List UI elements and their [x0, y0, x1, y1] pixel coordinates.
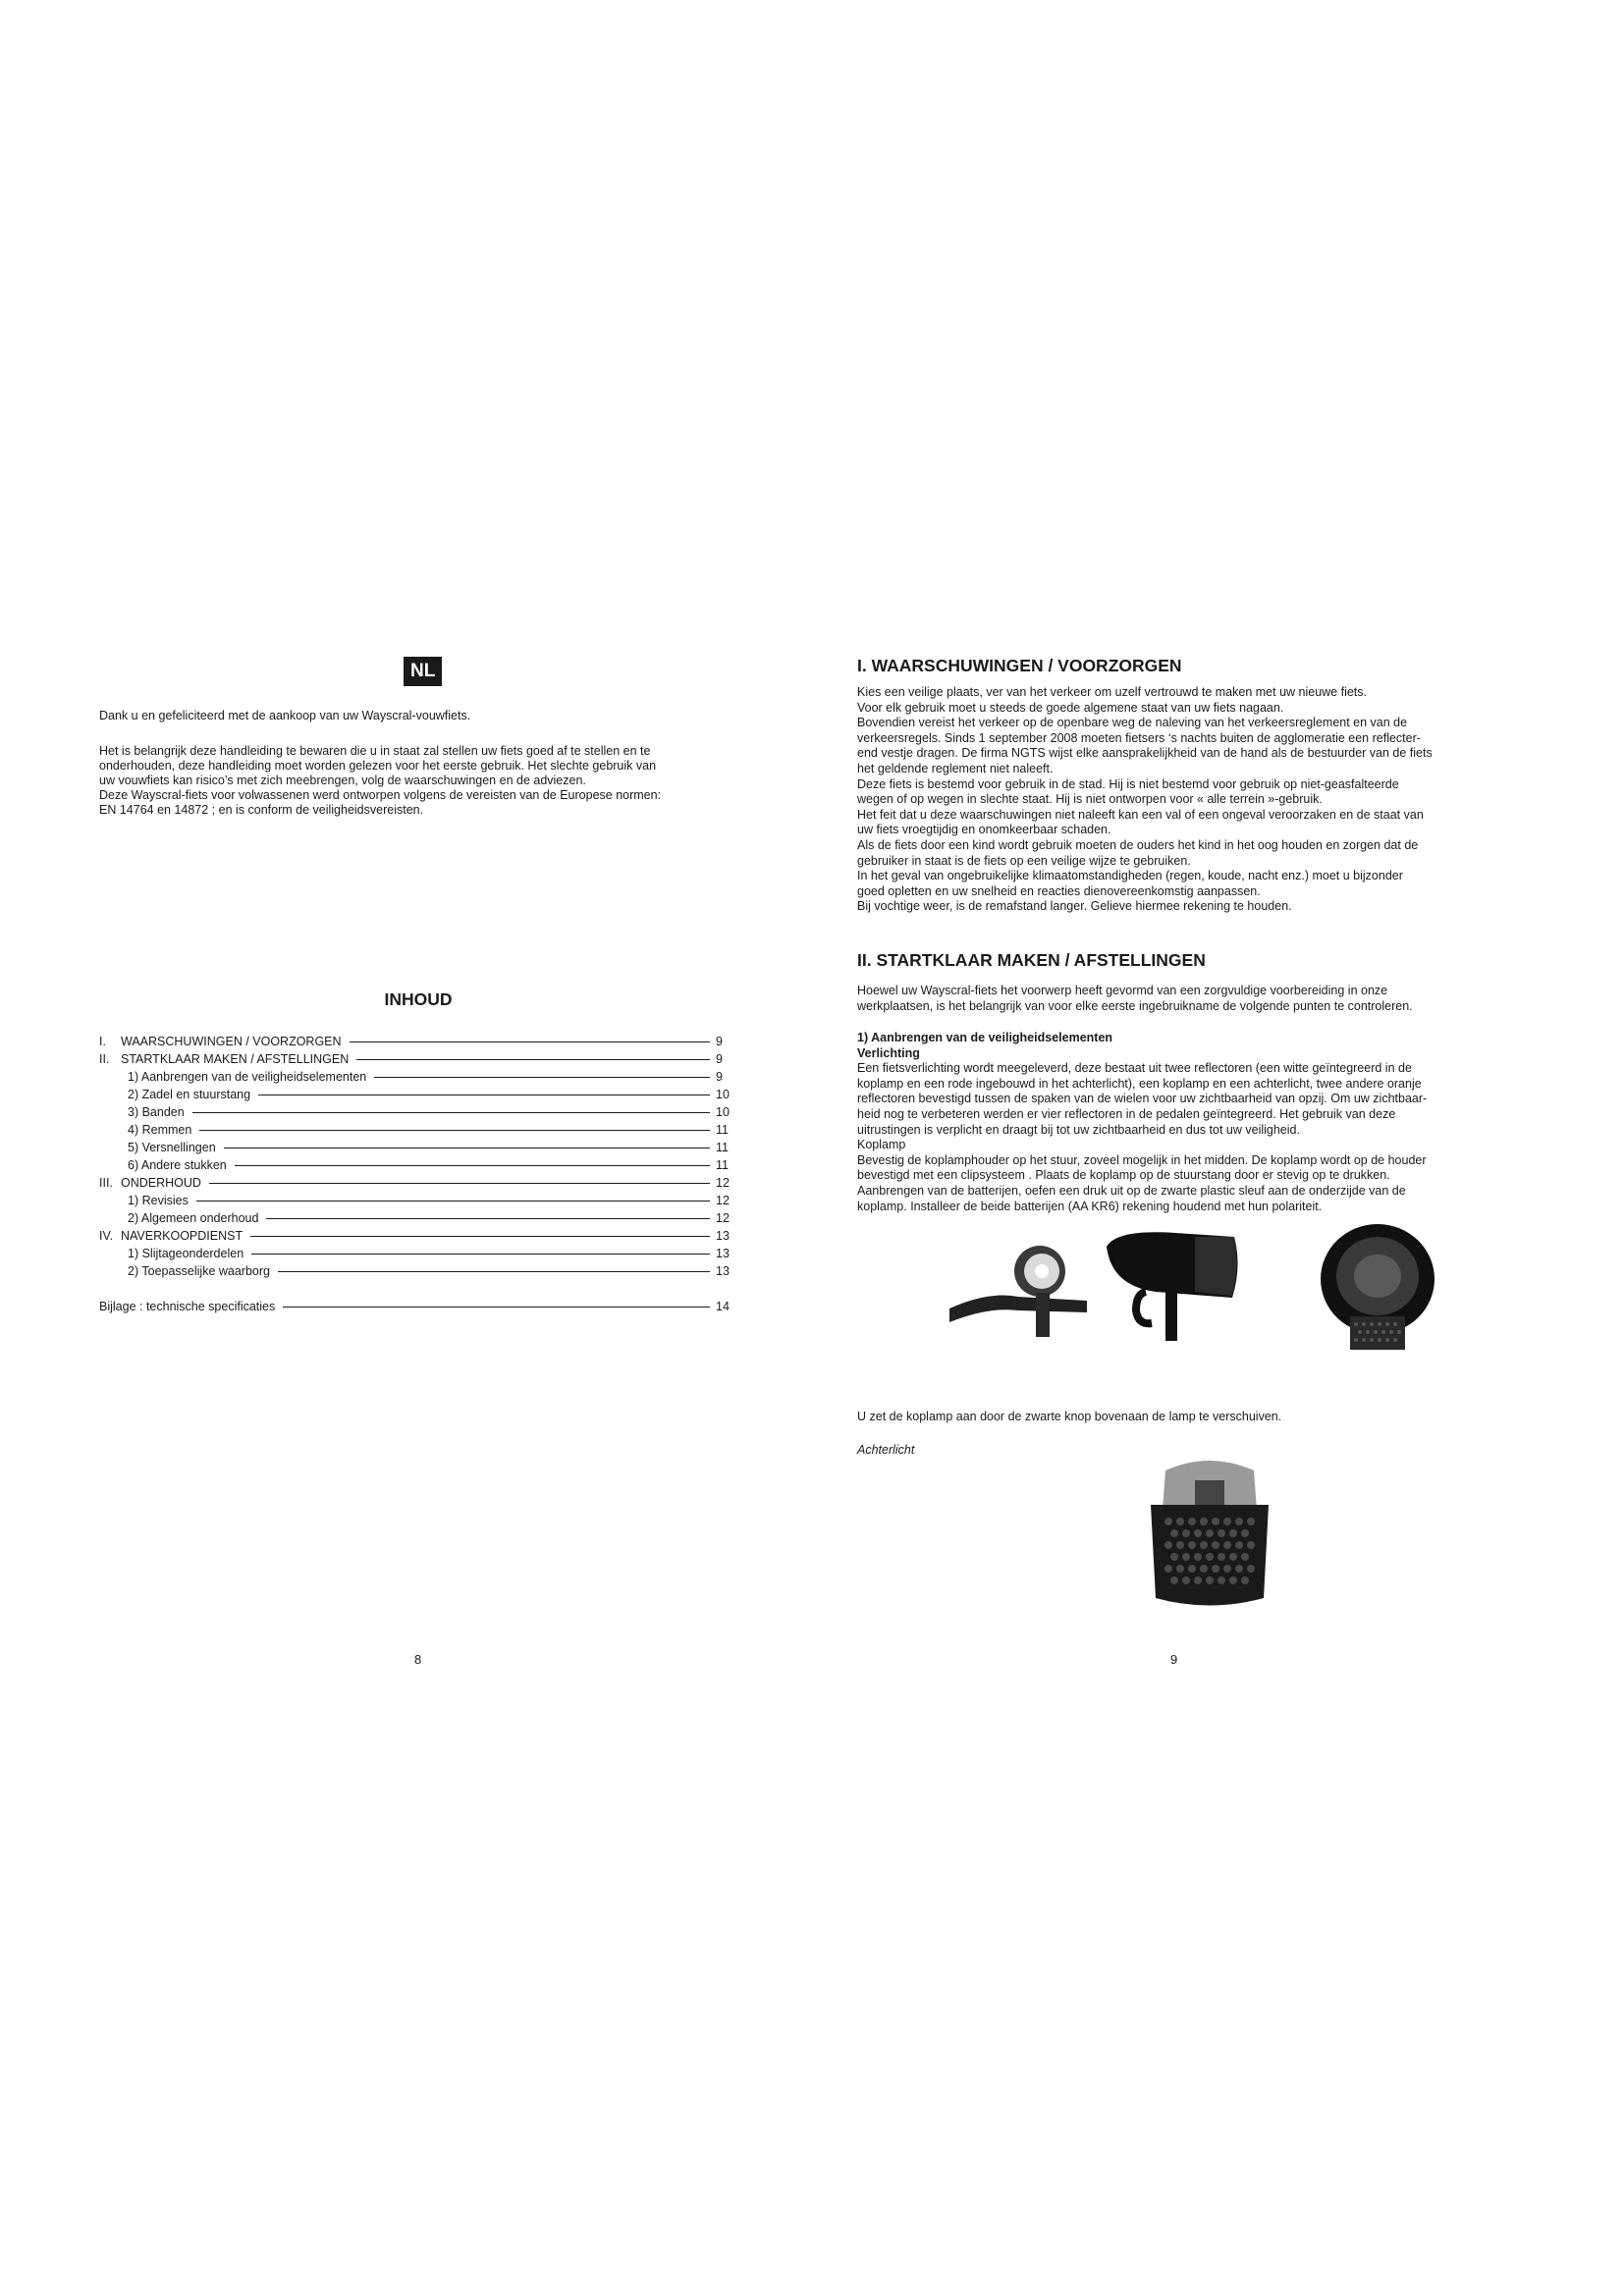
body-line: Bij vochtige weer, is de remafstand langer. Gelieve hiermee rekening te houden.: [857, 899, 1292, 914]
intro-thanks: Dank u en gefeliciteerd met de aankoop van uw Wayscral-vouwfiets.: [99, 709, 471, 722]
toc-entry[interactable]: 1) Aanbrengen van de veiligheidselementen 9: [128, 1070, 723, 1084]
toc-entry[interactable]: 2) Zadel en stuurstang 10: [128, 1088, 730, 1101]
toc-entry[interactable]: IV. NAVERKOOPDIENST 13: [99, 1229, 730, 1243]
body-line: gebruiker in staat is de fiets op een veilige wijze te gebruiken.: [857, 853, 1191, 868]
toc-entry[interactable]: Bijlage : technische specificaties 14: [99, 1300, 730, 1313]
body-line: uitrustingen is verplicht en draagt bij tot uw zichtbaarheid en dus tot uw veiligheid.: [857, 1122, 1300, 1137]
toc-entry[interactable]: 5) Versnellingen 11: [128, 1141, 729, 1154]
toc-entry[interactable]: 1) Slijtageonderdelen 13: [128, 1247, 730, 1260]
koplamp-caption: U zet de koplamp aan door de zwarte knop bovenaan de lamp te verschuiven.: [857, 1410, 1282, 1423]
toc-entry[interactable]: I. WAARSCHUWINGEN / VOORZORGEN 9: [99, 1035, 723, 1048]
body-line: heid nog te verbeteren werden er vier reflectoren in de pedalen geïntegreerd. Het gebruik van deze: [857, 1106, 1396, 1121]
body-line: Aanbrengen van de batterijen, oefen een druk uit op de zwarte plastic sleuf aan de onderzijde van de: [857, 1183, 1406, 1198]
body-line: bevestigd met een clipsysteem . Plaats de koplamp op de stuurstang door er stevig op te drukken.: [857, 1168, 1390, 1183]
body-line: Een fietsverlichting wordt meegeleverd, deze bestaat uit twee reflectoren (een witte geïntegreerd in de: [857, 1061, 1412, 1076]
page-number: 9: [1170, 1652, 1178, 1667]
body-line: wegen of op wegen in slechte staat. Hij is niet ontworpen voor « alle terrein »-gebruik.: [857, 792, 1323, 807]
headlamp-side-photo: [1097, 1227, 1244, 1350]
headlamp-on-handlebar-photo: [949, 1232, 1087, 1345]
body-line: goed opletten en uw snelheid en reacties dienovereenkomstig aanpassen.: [857, 883, 1261, 898]
verlichting-title: Verlichting: [857, 1045, 920, 1060]
body-line: koplamp en een rode ingebouwd in het achterlicht), een koplamp en een achterlicht, twee andere oranje: [857, 1076, 1422, 1091]
toc-entry[interactable]: 4) Remmen 11: [128, 1123, 729, 1137]
body-line: end vestje dragen. De firma NGTS wijst elke aansprakelijkheid van de hand als de bestuurder van de fiets: [857, 746, 1433, 761]
body-line: Als de fiets door een kind wordt gebruik moeten de ouders het kind in het oog houden en zorgen dat de: [857, 837, 1419, 852]
subsection1-title: 1) Aanbrengen van de veiligheidselementen: [857, 1031, 1113, 1044]
toc-entry[interactable]: 6) Andere stukken 11: [128, 1158, 729, 1172]
body-line: Bevestig de koplamphouder op het stuur, zoveel mogelijk in het midden. De koplamp wordt op de houder: [857, 1152, 1427, 1167]
achterlicht-title: Achterlicht: [857, 1443, 915, 1457]
subsection1: [857, 1031, 1564, 1214]
body-line: reflectoren bevestigd tussen de spaken van de wielen voor uw zichtbaarheid van opzij. Om uw zichtbaar-: [857, 1092, 1428, 1106]
section2-title: II. STARTKLAAR MAKEN / AFSTELLINGEN: [857, 950, 1206, 970]
section2-intro: [857, 984, 1564, 1014]
rear-light-photo: [1141, 1451, 1278, 1618]
body-line: Deze fiets is bestemd voor gebruik in de stad. Hij is niet bestemd voor gebruik op niet-geasfalteerde: [857, 776, 1399, 791]
section1-body: [857, 685, 1564, 915]
intro-line: EN 14764 en 14872 ; en is conform de veiligheidsvereisten.: [99, 803, 424, 817]
intro-line: Deze Wayscral-fiets voor volwassenen werd ontworpen volgens de vereisten van de Europese normen:: [99, 788, 662, 802]
toc-entry[interactable]: 1) Revisies 12: [128, 1194, 730, 1207]
intro-line: onderhouden, deze handleiding moet worden gelezen voor het eerste gebruik. Het slechte gebruik van: [99, 759, 657, 773]
language-badge: NL: [404, 657, 442, 686]
body-line: uw fiets vroegtijdig en onomkeerbaar schaden.: [857, 823, 1111, 837]
body-line: Hoewel uw Wayscral-fiets het voorwerp heeft gevormd van een zorgvuldige voorbereiding in onze: [857, 984, 1388, 997]
toc-entry[interactable]: III. ONDERHOUD 12: [99, 1176, 730, 1190]
intro-line: uw vouwfiets kan risico’s met zich meebrengen, volg de waarschuwingen en de adviezen.: [99, 774, 586, 787]
table-of-contents: [99, 1033, 737, 1315]
toc-entry[interactable]: II. STARTKLAAR MAKEN / AFSTELLINGEN 9: [99, 1052, 723, 1066]
page-number: 8: [414, 1652, 422, 1667]
headlamp-front-photo: [1315, 1222, 1447, 1360]
body-line: In het geval van ongebruikelijke klimaatomstandigheden (regen, koude, nacht enz.) moet u bijzonder: [857, 869, 1403, 883]
koplamp-title: Koplamp: [857, 1138, 906, 1152]
body-line: Het feit dat u deze waarschuwingen niet naleeft kan een val of een ongeval veroorzaken en de staat van: [857, 807, 1424, 822]
intro-line: Het is belangrijk deze handleiding te bewaren die u in staat zal stellen uw fiets goed af te stellen en te: [99, 744, 651, 758]
toc-title: INHOUD: [384, 989, 453, 1009]
toc-entry[interactable]: 2) Toepasselijke waarborg 13: [128, 1264, 730, 1278]
intro-text: [99, 709, 777, 818]
right-page: [812, 0, 1624, 2296]
body-line: werkplaatsen, is het belangrijk van voor elke eerste ingebruikname de volgende punten te controleren.: [857, 998, 1413, 1013]
body-line: koplamp. Installeer de beide batterijen (AA KR6) rekening houdend met hun polariteit.: [857, 1199, 1323, 1213]
body-line: Kies een veilige plaats, ver van het verkeer om uzelf vertrouwd te maken met uw nieuwe fiets.: [857, 685, 1368, 699]
body-line: het geldende reglement niet naleeft.: [857, 761, 1054, 775]
body-line: Bovendien vereist het verkeer op de openbare weg de naleving van het verkeersreglement en van de: [857, 716, 1408, 730]
toc-entry[interactable]: 2) Algemeen onderhoud 12: [128, 1211, 730, 1225]
section1-title: I. WAARSCHUWINGEN / VOORZORGEN: [857, 656, 1182, 675]
body-line: verkeersregels. Sinds 1 september 2008 moeten fietsers ‘s nachts buiten de agglomeratie een reflecter-: [857, 730, 1421, 745]
toc-entry[interactable]: 3) Banden 10: [128, 1105, 730, 1119]
body-line: Voor elk gebruik moet u steeds de goede algemene staat van uw fiets nagaan.: [857, 700, 1284, 715]
